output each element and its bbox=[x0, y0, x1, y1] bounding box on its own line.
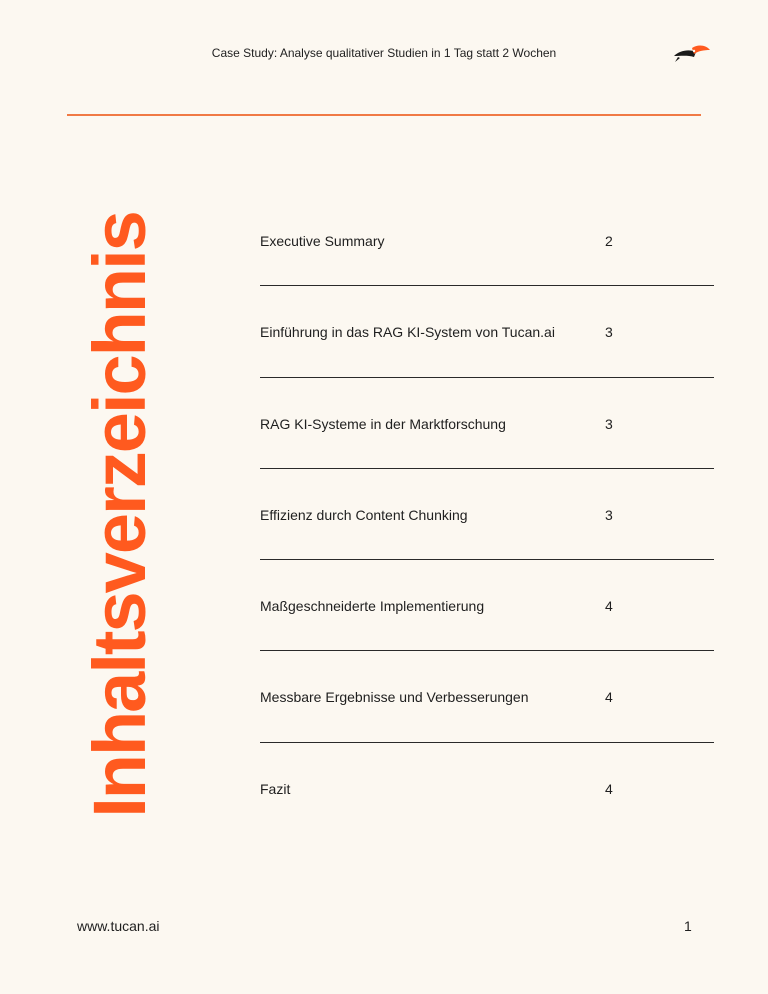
toc-item-label: Maßgeschneiderte Implementierung bbox=[260, 598, 485, 615]
toc-item-page: 3 bbox=[605, 324, 613, 341]
toc-item-page: 3 bbox=[605, 506, 613, 523]
toc-item-label: Einführung in das RAG KI-System von Tucan.ai bbox=[260, 324, 555, 341]
toc-item-label: Executive Summary bbox=[260, 233, 385, 249]
toc-item-page: 4 bbox=[605, 598, 613, 615]
toc-item-page: 4 bbox=[605, 689, 613, 706]
toc-item[interactable] bbox=[260, 469, 714, 560]
table-of-contents bbox=[260, 195, 714, 834]
toc-item[interactable] bbox=[260, 195, 714, 286]
toc-item[interactable] bbox=[260, 651, 714, 742]
toc-item-label: Messbare Ergebnisse und Verbesserungen bbox=[260, 689, 529, 706]
toc-item[interactable] bbox=[260, 378, 714, 469]
section-title: Inhaltsverzeichnis bbox=[78, 212, 161, 818]
page-number: 1 bbox=[684, 918, 692, 934]
toc-item-label: RAG KI-Systeme in der Marktforschung bbox=[260, 415, 506, 432]
toc-item[interactable] bbox=[260, 560, 714, 651]
toc-item-page: 2 bbox=[605, 233, 613, 249]
toucan-logo-icon bbox=[670, 40, 712, 66]
header-divider bbox=[67, 114, 701, 116]
toc-item-page: 3 bbox=[605, 415, 613, 432]
toc-item[interactable] bbox=[260, 743, 714, 834]
footer-website-link[interactable]: www.tucan.ai bbox=[77, 918, 160, 934]
toc-item[interactable] bbox=[260, 286, 714, 377]
header-title: Case Study: Analyse qualitativer Studien in 1 Tag statt 2 Wochen bbox=[211, 46, 557, 60]
toc-item-label: Fazit bbox=[260, 780, 291, 797]
toc-item-page: 4 bbox=[605, 780, 613, 797]
toc-item-label: Effizienz durch Content Chunking bbox=[260, 506, 468, 523]
